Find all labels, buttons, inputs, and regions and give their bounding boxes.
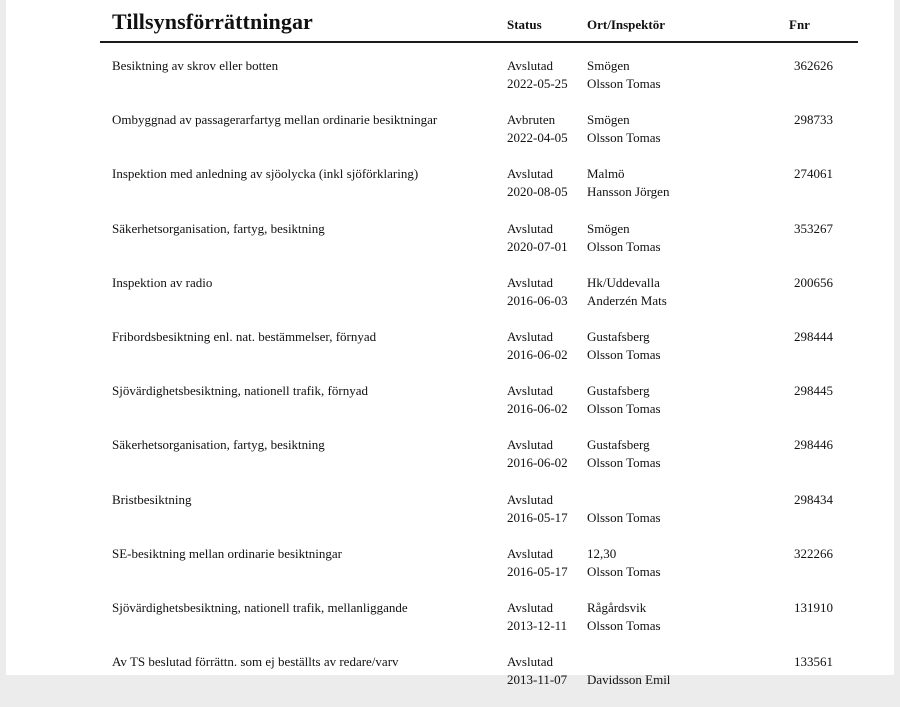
row-status: Avslutad [507,58,553,73]
row-status: Avslutad [507,491,553,507]
row-title: Sjövärdighetsbesiktning, nationell trafik, mellanliggande [112,600,408,615]
row-status: Avslutad [507,383,553,399]
table-row [6,653,894,707]
row-fnr: 298446 [794,437,833,453]
table-row [6,328,894,382]
column-header-status: Status [507,17,542,32]
row-fnr: 298733 [794,112,833,128]
row-ort: Smögen [587,112,630,128]
row-fnr: 322266 [794,545,833,561]
row-ort: Hk/Uddevalla [587,274,660,290]
row-title: Bristbesiktning [112,491,192,507]
row-date: 2013-11-07 [507,672,568,688]
row-ort: 12,30 [587,545,617,561]
row-status: Avslutad [507,654,553,670]
column-header-ort-inspektor: Ort/Inspektör [587,17,665,32]
row-fnr: 274061 [794,166,833,182]
row-title: Fribordsbesiktning enl. nat. bestämmelser, förnyad [112,329,377,344]
row-ort: Gustafsberg [587,437,650,453]
table-row [6,165,894,219]
row-title: SE-besiktning mellan ordinarie besiktningar [112,545,342,561]
row-ort: Gustafsberg [587,383,650,399]
table-row [6,220,894,274]
row-date: 2016-06-03 [507,292,568,308]
row-title: Besiktning av skrov eller botten [112,58,279,73]
row-date: 2016-06-02 [507,455,568,471]
table-row [6,545,894,599]
row-inspector: Olsson Tomas [587,509,661,525]
row-fnr: 131910 [794,600,833,615]
row-status: Avbruten [507,112,556,128]
row-inspector: Olsson Tomas [587,563,661,579]
document-page [6,0,894,688]
table-header [100,0,858,43]
row-date: 2016-05-17 [507,509,568,525]
column-header-fnr: Fnr [789,17,810,32]
row-date: 2013-12-11 [507,618,568,633]
row-inspector: Anderzén Mats [587,292,667,308]
table-row [6,274,894,328]
row-fnr: 362626 [794,58,833,73]
page-title: Tillsynsförrättningar [112,9,313,34]
row-status: Avslutad [507,166,553,182]
row-date: 2016-06-02 [507,401,568,417]
row-ort: Rågårdsvik [587,600,647,615]
row-fnr: 298444 [794,329,833,344]
row-fnr: 200656 [794,274,833,290]
row-date: 2020-08-05 [507,184,568,200]
row-status: Avslutad [507,220,553,236]
table-row [6,57,894,111]
row-title: Inspektion med anledning av sjöolycka (inkl sjöförklaring) [112,166,419,182]
table-row [6,436,894,490]
row-ort: Smögen [587,58,630,73]
row-status: Avslutad [507,545,553,561]
row-fnr: 298434 [794,491,833,507]
row-date: 2016-05-17 [507,563,568,579]
row-ort: Malmö [587,166,625,182]
row-ort: Smögen [587,220,630,236]
table-row [6,491,894,545]
row-inspector: Davidsson Emil [587,672,671,688]
row-inspector: Olsson Tomas [587,130,661,146]
row-title: Säkerhetsorganisation, fartyg, besiktning [112,220,325,236]
row-inspector: Olsson Tomas [587,347,661,362]
row-inspector: Olsson Tomas [587,618,661,633]
row-date: 2022-05-25 [507,76,568,91]
row-date: 2016-06-02 [507,347,568,362]
row-date: 2020-07-01 [507,238,568,254]
row-title: Sjövärdighetsbesiktning, nationell trafik, förnyad [112,383,368,399]
row-status: Avslutad [507,329,553,344]
row-ort: Gustafsberg [587,329,650,344]
row-date: 2022-04-05 [507,130,568,146]
row-inspector: Olsson Tomas [587,401,661,417]
row-inspector: Olsson Tomas [587,455,661,471]
table-row [6,599,894,653]
row-title: Inspektion av radio [112,274,213,290]
row-fnr: 353267 [794,220,833,236]
table-row [6,111,894,165]
row-inspector: Hansson Jörgen [587,184,670,200]
table-row [6,382,894,436]
row-inspector: Olsson Tomas [587,76,661,91]
row-status: Avslutad [507,600,553,615]
row-inspector: Olsson Tomas [587,238,661,254]
row-title: Ombyggnad av passagerarfartyg mellan ordinarie besiktningar [112,112,438,128]
row-fnr: 298445 [794,383,833,399]
row-status: Avslutad [507,274,553,290]
row-fnr: 133561 [794,654,833,670]
row-title: Säkerhetsorganisation, fartyg, besiktning [112,437,325,453]
row-status: Avslutad [507,437,553,453]
row-title: Av TS beslutad förrättn. som ej beställts av redare/varv [112,654,399,670]
